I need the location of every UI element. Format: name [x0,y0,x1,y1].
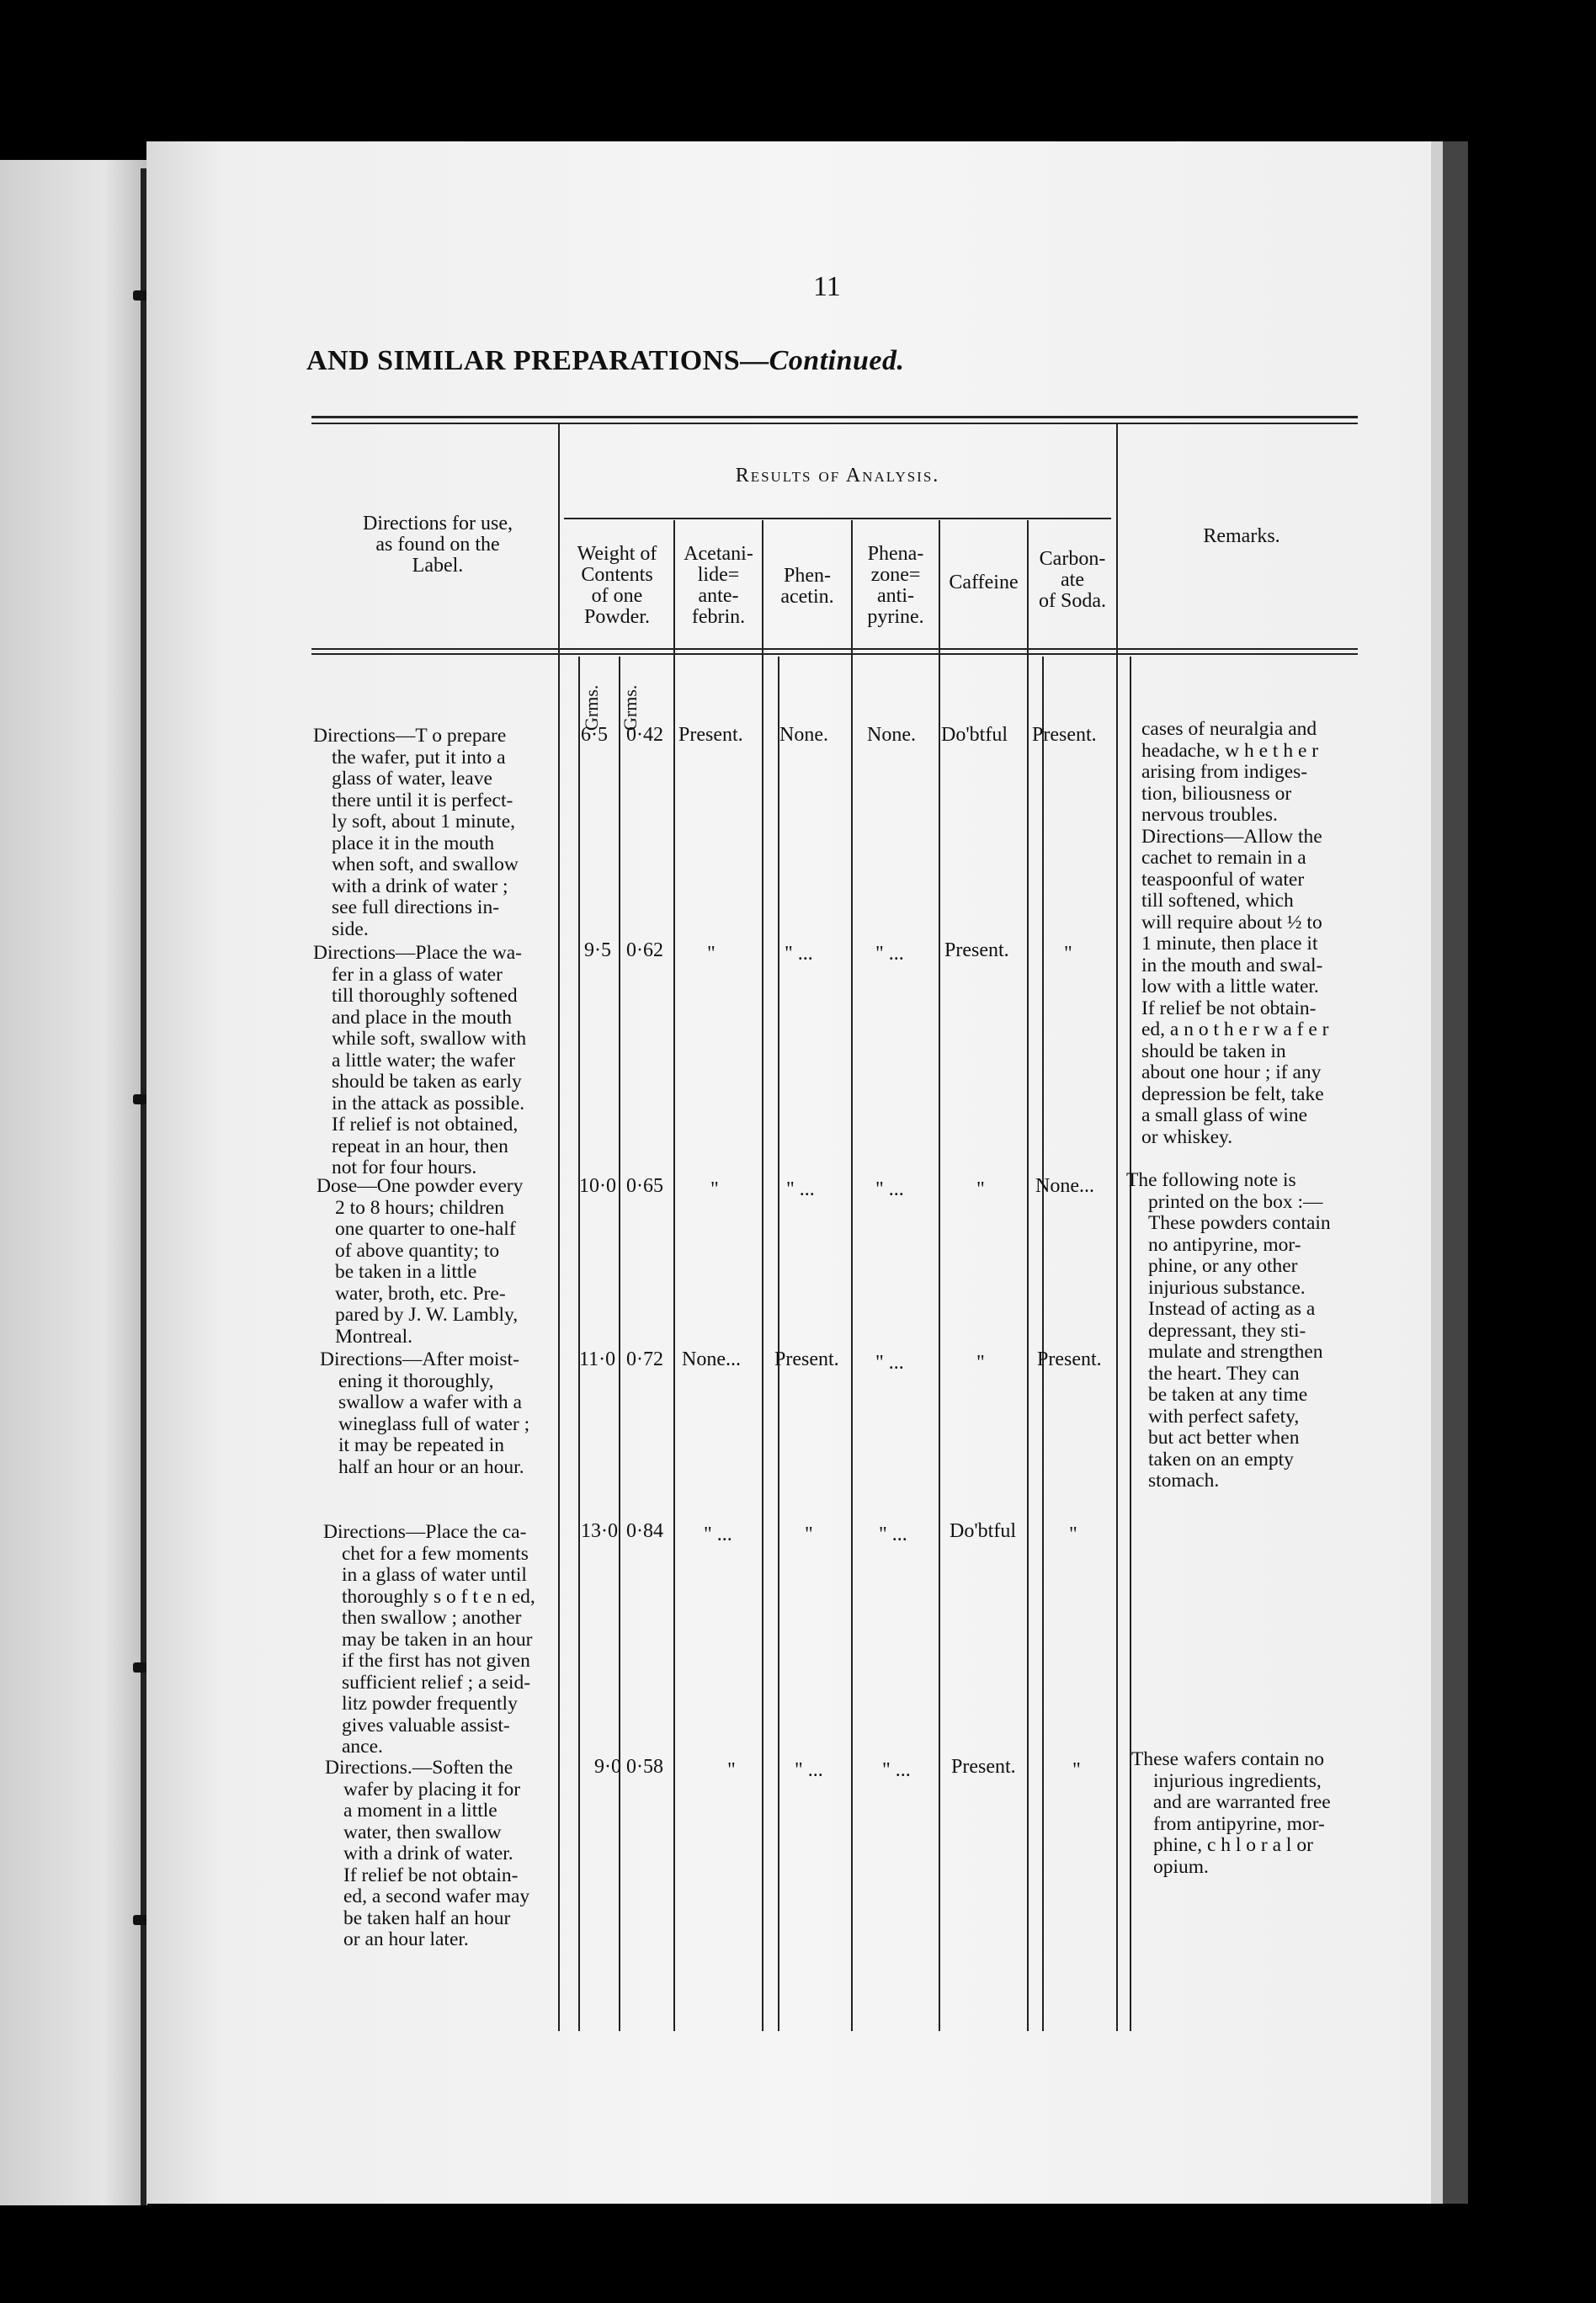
cell-caffeine: Present. [944,939,1009,961]
cell-phenazone: " ... [882,1759,911,1781]
column-divider [619,657,620,2031]
header-weight: Weight of Contents of one Powder. [577,543,657,628]
cell-acetanilide: Present. [678,724,743,746]
header-remarks: Remarks. [1203,525,1280,547]
header-phenacetin: Phen- acetin. [780,565,834,608]
column-divider [1027,520,1029,2031]
column-divider [1116,423,1118,2031]
header-rule [311,648,1358,650]
header-caffeine: Caffeine [949,572,1019,593]
header-directions: Directions for use, as found on the Label. [363,513,513,577]
cell-grams: 0·42 [626,724,663,746]
remarks-block: cases of neuralgia and headache, w h e t h e r arising from indiges- tion, biliousness or nervous troubles. Directions—Allow the cachet to remain in a teaspoonful of water till softened, which will require about ½ to 1 minute, then place it in the mouth and swal- low with a little water. If relief be not obtain- ed, a n o t h e r w a f e r should be taken in about one hour ; if any depression be felt, take a small glass of wine or whiskey. [1141,718,1329,1148]
left-page-edge [0,160,147,2205]
cell-weight: 11·0 [579,1348,616,1370]
column-divider [1042,657,1044,2031]
cell-phenazone: None. [867,724,916,746]
cell-caffeine: Present. [951,1756,1016,1778]
column-divider [578,657,580,2031]
row-directions: Directions—Place the wa- fer in a glass of water till thoroughly softened and place in the mouth while soft, swallow with a little water; the wafer should be taken as early in the attack as possible. If relief is not obtained, repeat in an hour, then not for four hours. [313,942,527,1178]
cell-caffeine: " [976,1352,985,1374]
column-divider [939,520,940,2031]
cell-phenacetin: " ... [795,1759,823,1781]
page-heading: AND SIMILAR PREPARATIONS—Continued. [306,345,905,376]
row-directions: Directions—Place the ca- chet for a few moments in a glass of water until thoroughly s o f t e n ed, then swallow ; another may be taken in an hour if the first has not given sufficient relief ; a seid- litz powder frequently gives valuable assist- ance. [323,1521,535,1758]
cell-phenazone: " ... [875,1178,904,1200]
header-rule [311,653,1358,655]
header-phenazone: Phena- zone= anti- pyrine. [867,543,924,628]
cell-acetanilide: " [707,943,716,965]
column-divider [778,657,779,2031]
cell-phenacetin: " ... [786,1178,815,1200]
top-rule [311,416,1358,418]
cell-grams: 0·72 [626,1348,663,1370]
remarks-block: The following note is printed on the box :— These powders contain no antipyrine, mor- phine, or any other injurious substance. Instead of acting as a depressant, they sti- mulate and strengthen the heart. They can be taken at any time with perfect safety, but act better when taken on an empty stomach. [1126,1169,1331,1492]
cell-acetanilide: None... [682,1348,741,1370]
cell-phenazone: " ... [875,943,904,965]
cell-weight: 10·0 [579,1175,616,1197]
cell-weight: 9·5 [584,939,611,961]
cell-phenacetin: None. [779,724,828,746]
column-divider [673,520,675,2031]
cell-caffeine: Do'btful [941,724,1008,746]
book-binding [141,168,146,2205]
cell-carbonate: Present. [1037,1348,1102,1370]
cell-caffeine: " [976,1178,985,1200]
row-directions: Directions.—Soften the wafer by placing it for a moment in a little water, then swallow with a drink of water. If relief be not obtain- ed, a second wafer may be taken half an hour or an hour later. [325,1757,530,1950]
cell-phenacetin: " [805,1524,813,1545]
cell-weight: 9·0 [594,1756,621,1778]
cell-acetanilide: " ... [704,1524,732,1545]
cell-phenazone: " ... [879,1524,907,1545]
cell-grams: 0·58 [626,1756,663,1778]
cell-acetanilide: " [710,1178,719,1200]
cell-carbonate: " [1072,1759,1081,1781]
unit-grams: Grms. [620,684,641,731]
top-rule [311,423,1358,424]
cell-caffeine: Do'btful [950,1520,1016,1542]
cell-weight: 6·5 [581,724,608,746]
column-divider [762,520,763,2031]
remarks-block: These wafers contain no injurious ingredients, and are warranted free from antipyrine, mor- phine, c h l o r a l or opium. [1131,1748,1331,1878]
header-carbonate: Carbon- ate of Soda. [1039,548,1106,612]
book-cover-edge [1443,141,1468,2204]
cell-acetanilide: " [727,1759,736,1781]
results-rule [564,518,1111,519]
page-number: 11 [813,271,841,302]
cell-grams: 0·62 [626,939,663,961]
cell-carbonate: Present. [1032,724,1097,746]
cell-grams: 0·65 [626,1175,663,1197]
header-results-of-analysis: Results of Analysis. [735,465,940,487]
row-directions: Dose—One powder every 2 to 8 hours; children one quarter to one-half of above quantity; to be taken in a little water, broth, etc. Pre- pared by J. W. Lambly, Montreal. [317,1175,524,1348]
row-directions: Directions—T o prepare the wafer, put it into a glass of water, leave there until it is perfect- ly soft, about 1 minute, place it in the mouth when soft, and swallow with a drink of water ; see full directions in- side. [313,725,519,940]
column-divider [851,520,853,2031]
cell-weight: 13·0 [581,1520,618,1542]
unit-grams: Grms. [581,684,602,731]
cell-phenacetin: Present. [774,1348,839,1370]
cell-grams: 0·84 [626,1520,663,1542]
header-acetanilide: Acetani- lide= ante- febrin. [684,543,753,628]
cell-phenazone: " ... [875,1352,904,1374]
page-edge-right [1431,141,1443,2204]
cell-carbonate: " [1069,1524,1077,1545]
cell-phenacetin: " ... [785,943,813,965]
cell-carbonate: None... [1035,1175,1094,1197]
column-divider [558,423,560,2031]
row-directions: Directions—After moist- ening it thoroughly, swallow a wafer with a wineglass full of water ; it may be repeated in half an hour or an hour. [320,1348,530,1478]
cell-carbonate: " [1064,943,1072,965]
